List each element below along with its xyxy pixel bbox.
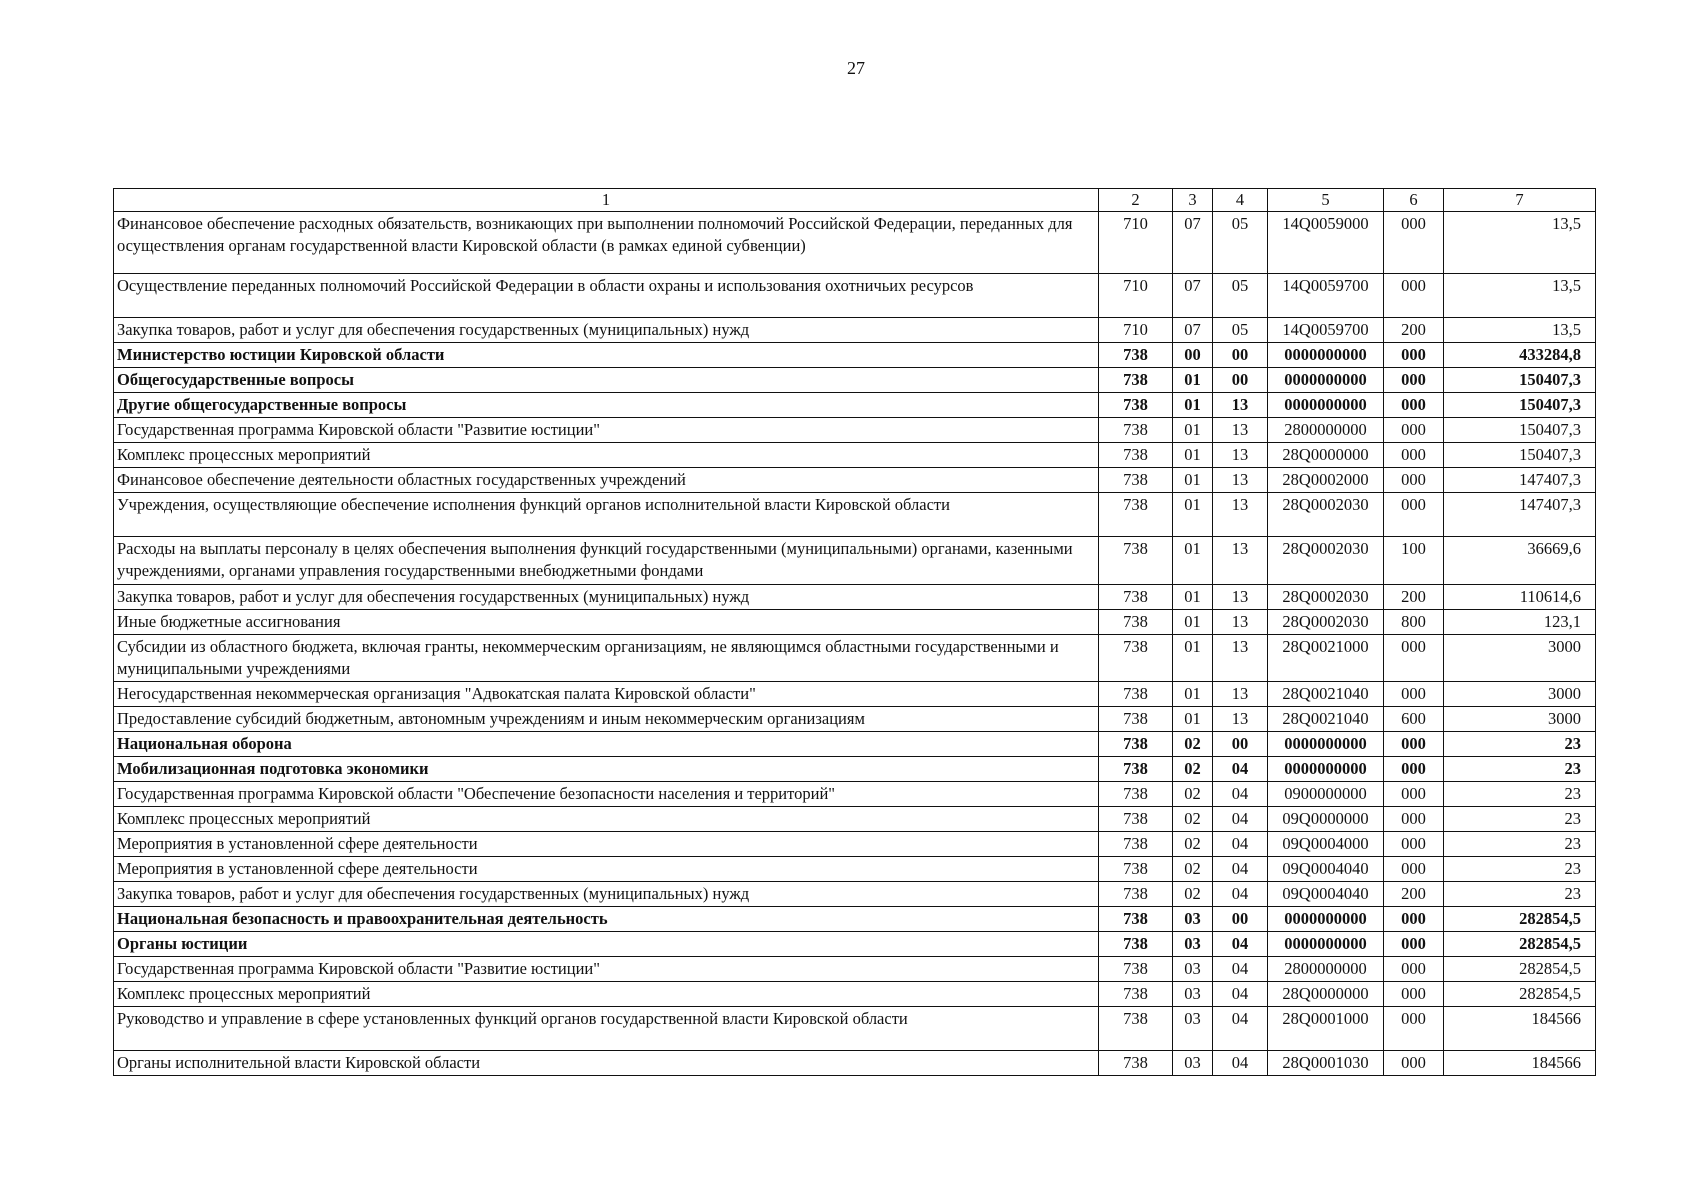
row-name-cell: Финансовое обеспечение деятельности областных государственных учреждений (114, 468, 1099, 493)
row-subsection-cell: 13 (1213, 635, 1268, 682)
header-row (114, 189, 1596, 212)
budget-table (113, 188, 1596, 1076)
row-expense-type-cell: 000 (1384, 907, 1444, 932)
row-amount-cell: 184566 (1444, 1007, 1596, 1051)
row-name-cell: Расходы на выплаты персоналу в целях обеспечения выполнения функций государственными (муниципальными) органами, казенными учреждениями, органами управления государственными внебюджетными фондами (114, 537, 1099, 585)
table-row (114, 982, 1596, 1007)
row-expense-type-cell: 000 (1384, 468, 1444, 493)
row-target-article-cell: 2800000000 (1268, 418, 1384, 443)
row-grbs-cell: 738 (1099, 393, 1173, 418)
table-row (114, 857, 1596, 882)
table-row (114, 932, 1596, 957)
row-grbs-cell: 738 (1099, 732, 1173, 757)
row-expense-type-cell: 000 (1384, 274, 1444, 318)
row-name-cell: Национальная оборона (114, 732, 1099, 757)
row-subsection-cell: 04 (1213, 757, 1268, 782)
column-header-target-article: 5 (1268, 189, 1384, 212)
row-expense-type-cell: 000 (1384, 493, 1444, 537)
row-expense-type-cell: 000 (1384, 782, 1444, 807)
row-target-article-cell: 28Q0000000 (1268, 443, 1384, 468)
table-row (114, 882, 1596, 907)
table-row (114, 707, 1596, 732)
row-grbs-cell: 738 (1099, 857, 1173, 882)
row-grbs-cell: 710 (1099, 318, 1173, 343)
row-target-article-cell: 0000000000 (1268, 368, 1384, 393)
row-subsection-cell: 13 (1213, 682, 1268, 707)
row-expense-type-cell: 000 (1384, 443, 1444, 468)
row-amount-cell: 3000 (1444, 635, 1596, 682)
row-grbs-cell: 738 (1099, 343, 1173, 368)
row-expense-type-cell: 000 (1384, 418, 1444, 443)
row-section-cell: 02 (1173, 757, 1213, 782)
table-row (114, 757, 1596, 782)
row-target-article-cell: 14Q0059700 (1268, 274, 1384, 318)
row-expense-type-cell: 000 (1384, 635, 1444, 682)
row-grbs-cell: 738 (1099, 368, 1173, 393)
row-subsection-cell: 13 (1213, 418, 1268, 443)
column-header-section: 3 (1173, 189, 1213, 212)
row-name-cell: Органы юстиции (114, 932, 1099, 957)
row-grbs-cell: 738 (1099, 757, 1173, 782)
row-amount-cell: 13,5 (1444, 274, 1596, 318)
table-row (114, 807, 1596, 832)
table-row (114, 732, 1596, 757)
row-target-article-cell: 0000000000 (1268, 932, 1384, 957)
row-amount-cell: 23 (1444, 882, 1596, 907)
row-subsection-cell: 05 (1213, 318, 1268, 343)
row-grbs-cell: 738 (1099, 932, 1173, 957)
table-row (114, 907, 1596, 932)
row-section-cell: 03 (1173, 932, 1213, 957)
row-section-cell: 07 (1173, 212, 1213, 274)
row-section-cell: 01 (1173, 635, 1213, 682)
row-target-article-cell: 2800000000 (1268, 957, 1384, 982)
row-grbs-cell: 710 (1099, 212, 1173, 274)
row-name-cell: Осуществление переданных полномочий Российской Федерации в области охраны и использования охотничьих ресурсов (114, 274, 1099, 318)
row-section-cell: 01 (1173, 707, 1213, 732)
row-subsection-cell: 13 (1213, 468, 1268, 493)
table-row (114, 832, 1596, 857)
row-target-article-cell: 09Q0004040 (1268, 882, 1384, 907)
row-expense-type-cell: 600 (1384, 707, 1444, 732)
row-target-article-cell: 28Q0002030 (1268, 585, 1384, 610)
row-expense-type-cell: 000 (1384, 832, 1444, 857)
row-name-cell: Негосударственная некоммерческая организация "Адвокатская палата Кировской области" (114, 682, 1099, 707)
row-subsection-cell: 05 (1213, 212, 1268, 274)
row-subsection-cell: 04 (1213, 982, 1268, 1007)
row-grbs-cell: 738 (1099, 957, 1173, 982)
row-expense-type-cell: 000 (1384, 757, 1444, 782)
row-name-cell: Закупка товаров, работ и услуг для обеспечения государственных (муниципальных) нужд (114, 882, 1099, 907)
row-section-cell: 01 (1173, 610, 1213, 635)
row-name-cell: Иные бюджетные ассигнования (114, 610, 1099, 635)
page-number: 27 (847, 58, 865, 78)
row-subsection-cell: 00 (1213, 732, 1268, 757)
row-name-cell: Субсидии из областного бюджета, включая гранты, некоммерческим организациям, не являющимся областными государственными и муниципальными учреждениями (114, 635, 1099, 682)
row-target-article-cell: 28Q0002030 (1268, 493, 1384, 537)
row-subsection-cell: 13 (1213, 443, 1268, 468)
row-section-cell: 07 (1173, 318, 1213, 343)
row-amount-cell: 282854,5 (1444, 907, 1596, 932)
row-subsection-cell: 05 (1213, 274, 1268, 318)
row-expense-type-cell: 000 (1384, 682, 1444, 707)
row-name-cell: Другие общегосударственные вопросы (114, 393, 1099, 418)
table-row (114, 274, 1596, 318)
row-target-article-cell: 0000000000 (1268, 907, 1384, 932)
row-name-cell: Национальная безопасность и правоохранительная деятельность (114, 907, 1099, 932)
row-grbs-cell: 738 (1099, 982, 1173, 1007)
row-expense-type-cell: 800 (1384, 610, 1444, 635)
row-target-article-cell: 09Q0000000 (1268, 807, 1384, 832)
table-row (114, 1051, 1596, 1076)
row-target-article-cell: 14Q0059700 (1268, 318, 1384, 343)
row-section-cell: 00 (1173, 343, 1213, 368)
row-amount-cell: 3000 (1444, 682, 1596, 707)
row-expense-type-cell: 000 (1384, 212, 1444, 274)
row-amount-cell: 123,1 (1444, 610, 1596, 635)
row-amount-cell: 13,5 (1444, 318, 1596, 343)
row-grbs-cell: 738 (1099, 610, 1173, 635)
row-grbs-cell: 738 (1099, 707, 1173, 732)
row-name-cell: Государственная программа Кировской области "Развитие юстиции" (114, 418, 1099, 443)
row-grbs-cell: 738 (1099, 443, 1173, 468)
row-grbs-cell: 738 (1099, 782, 1173, 807)
row-target-article-cell: 0900000000 (1268, 782, 1384, 807)
table-row (114, 537, 1596, 585)
row-target-article-cell: 0000000000 (1268, 393, 1384, 418)
row-target-article-cell: 09Q0004000 (1268, 832, 1384, 857)
row-name-cell: Комплекс процессных мероприятий (114, 807, 1099, 832)
row-expense-type-cell: 000 (1384, 807, 1444, 832)
row-section-cell: 03 (1173, 982, 1213, 1007)
row-subsection-cell: 13 (1213, 610, 1268, 635)
row-amount-cell: 150407,3 (1444, 368, 1596, 393)
row-grbs-cell: 738 (1099, 537, 1173, 585)
row-subsection-cell: 04 (1213, 782, 1268, 807)
row-subsection-cell: 04 (1213, 1007, 1268, 1051)
row-name-cell: Закупка товаров, работ и услуг для обеспечения государственных (муниципальных) нужд (114, 318, 1099, 343)
row-amount-cell: 147407,3 (1444, 493, 1596, 537)
row-amount-cell: 23 (1444, 782, 1596, 807)
table-row (114, 635, 1596, 682)
row-section-cell: 02 (1173, 782, 1213, 807)
row-amount-cell: 23 (1444, 807, 1596, 832)
row-name-cell: Государственная программа Кировской области "Развитие юстиции" (114, 957, 1099, 982)
row-grbs-cell: 738 (1099, 1007, 1173, 1051)
table-row (114, 343, 1596, 368)
row-section-cell: 02 (1173, 882, 1213, 907)
row-section-cell: 01 (1173, 493, 1213, 537)
row-section-cell: 03 (1173, 1051, 1213, 1076)
row-expense-type-cell: 000 (1384, 343, 1444, 368)
row-subsection-cell: 04 (1213, 807, 1268, 832)
row-target-article-cell: 28Q0002030 (1268, 610, 1384, 635)
row-subsection-cell: 13 (1213, 493, 1268, 537)
row-amount-cell: 282854,5 (1444, 932, 1596, 957)
row-section-cell: 01 (1173, 468, 1213, 493)
row-expense-type-cell: 100 (1384, 537, 1444, 585)
row-subsection-cell: 04 (1213, 882, 1268, 907)
row-section-cell: 02 (1173, 857, 1213, 882)
row-expense-type-cell: 000 (1384, 932, 1444, 957)
row-section-cell: 01 (1173, 418, 1213, 443)
column-header-amount: 7 (1444, 189, 1596, 212)
row-subsection-cell: 04 (1213, 957, 1268, 982)
row-target-article-cell: 09Q0004040 (1268, 857, 1384, 882)
row-amount-cell: 110614,6 (1444, 585, 1596, 610)
row-name-cell: Общегосударственные вопросы (114, 368, 1099, 393)
table-row (114, 418, 1596, 443)
row-grbs-cell: 738 (1099, 635, 1173, 682)
row-grbs-cell: 738 (1099, 1051, 1173, 1076)
row-grbs-cell: 710 (1099, 274, 1173, 318)
row-subsection-cell: 00 (1213, 343, 1268, 368)
row-amount-cell: 3000 (1444, 707, 1596, 732)
row-grbs-cell: 738 (1099, 807, 1173, 832)
row-section-cell: 03 (1173, 957, 1213, 982)
column-header-expense-type: 6 (1384, 189, 1444, 212)
row-expense-type-cell: 000 (1384, 368, 1444, 393)
row-section-cell: 02 (1173, 732, 1213, 757)
row-target-article-cell: 28Q0002000 (1268, 468, 1384, 493)
row-expense-type-cell: 200 (1384, 585, 1444, 610)
row-expense-type-cell: 000 (1384, 732, 1444, 757)
row-expense-type-cell: 000 (1384, 982, 1444, 1007)
row-amount-cell: 184566 (1444, 1051, 1596, 1076)
row-expense-type-cell: 000 (1384, 957, 1444, 982)
row-target-article-cell: 14Q0059000 (1268, 212, 1384, 274)
row-name-cell: Учреждения, осуществляющие обеспечение исполнения функций органов исполнительной власти Кировской области (114, 493, 1099, 537)
row-grbs-cell: 738 (1099, 832, 1173, 857)
row-subsection-cell: 00 (1213, 907, 1268, 932)
row-grbs-cell: 738 (1099, 907, 1173, 932)
row-amount-cell: 433284,8 (1444, 343, 1596, 368)
row-target-article-cell: 28Q0021040 (1268, 707, 1384, 732)
row-grbs-cell: 738 (1099, 468, 1173, 493)
table-row (114, 443, 1596, 468)
row-amount-cell: 150407,3 (1444, 443, 1596, 468)
row-subsection-cell: 04 (1213, 1051, 1268, 1076)
row-target-article-cell: 0000000000 (1268, 757, 1384, 782)
row-name-cell: Закупка товаров, работ и услуг для обеспечения государственных (муниципальных) нужд (114, 585, 1099, 610)
row-target-article-cell: 28Q0021000 (1268, 635, 1384, 682)
row-subsection-cell: 00 (1213, 368, 1268, 393)
row-amount-cell: 23 (1444, 732, 1596, 757)
row-section-cell: 02 (1173, 832, 1213, 857)
row-name-cell: Мероприятия в установленной сфере деятельности (114, 832, 1099, 857)
row-target-article-cell: 28Q0000000 (1268, 982, 1384, 1007)
row-subsection-cell: 13 (1213, 537, 1268, 585)
table-row (114, 1007, 1596, 1051)
table-row (114, 212, 1596, 274)
row-expense-type-cell: 200 (1384, 318, 1444, 343)
row-name-cell: Органы исполнительной власти Кировской области (114, 1051, 1099, 1076)
row-target-article-cell: 28Q0001030 (1268, 1051, 1384, 1076)
row-target-article-cell: 0000000000 (1268, 732, 1384, 757)
row-grbs-cell: 738 (1099, 585, 1173, 610)
row-section-cell: 03 (1173, 907, 1213, 932)
row-section-cell: 03 (1173, 1007, 1213, 1051)
row-grbs-cell: 738 (1099, 493, 1173, 537)
row-amount-cell: 150407,3 (1444, 393, 1596, 418)
row-section-cell: 01 (1173, 585, 1213, 610)
row-subsection-cell: 04 (1213, 832, 1268, 857)
row-section-cell: 01 (1173, 393, 1213, 418)
row-expense-type-cell: 000 (1384, 393, 1444, 418)
row-section-cell: 01 (1173, 537, 1213, 585)
column-header-name: 1 (114, 189, 1099, 212)
table-row (114, 368, 1596, 393)
row-target-article-cell: 28Q0002030 (1268, 537, 1384, 585)
table-row (114, 782, 1596, 807)
table-row (114, 468, 1596, 493)
row-expense-type-cell: 000 (1384, 1007, 1444, 1051)
row-name-cell: Руководство и управление в сфере установленных функций органов государственной власти Кировской области (114, 1007, 1099, 1051)
column-header-grbs: 2 (1099, 189, 1173, 212)
table-row (114, 610, 1596, 635)
row-name-cell: Комплекс процессных мероприятий (114, 443, 1099, 468)
table-row (114, 493, 1596, 537)
row-grbs-cell: 738 (1099, 418, 1173, 443)
table-row (114, 957, 1596, 982)
row-amount-cell: 36669,6 (1444, 537, 1596, 585)
table-row (114, 682, 1596, 707)
row-name-cell: Предоставление субсидий бюджетным, автономным учреждениям и иным некоммерческим организациям (114, 707, 1099, 732)
row-section-cell: 01 (1173, 682, 1213, 707)
row-amount-cell: 13,5 (1444, 212, 1596, 274)
row-amount-cell: 23 (1444, 832, 1596, 857)
row-section-cell: 02 (1173, 807, 1213, 832)
row-name-cell: Министерство юстиции Кировской области (114, 343, 1099, 368)
row-name-cell: Мобилизационная подготовка экономики (114, 757, 1099, 782)
table-body (114, 212, 1596, 1076)
row-section-cell: 01 (1173, 443, 1213, 468)
row-name-cell: Комплекс процессных мероприятий (114, 982, 1099, 1007)
row-expense-type-cell: 200 (1384, 882, 1444, 907)
row-target-article-cell: 28Q0021040 (1268, 682, 1384, 707)
table-row (114, 393, 1596, 418)
row-grbs-cell: 738 (1099, 882, 1173, 907)
row-subsection-cell: 13 (1213, 393, 1268, 418)
row-amount-cell: 23 (1444, 757, 1596, 782)
row-amount-cell: 147407,3 (1444, 468, 1596, 493)
column-header-subsection: 4 (1213, 189, 1268, 212)
row-expense-type-cell: 000 (1384, 857, 1444, 882)
row-name-cell: Государственная программа Кировской области "Обеспечение безопасности населения и территорий" (114, 782, 1099, 807)
row-amount-cell: 282854,5 (1444, 982, 1596, 1007)
row-amount-cell: 150407,3 (1444, 418, 1596, 443)
row-subsection-cell: 04 (1213, 932, 1268, 957)
row-subsection-cell: 13 (1213, 585, 1268, 610)
row-amount-cell: 23 (1444, 857, 1596, 882)
row-grbs-cell: 738 (1099, 682, 1173, 707)
row-subsection-cell: 04 (1213, 857, 1268, 882)
row-section-cell: 07 (1173, 274, 1213, 318)
row-name-cell: Финансовое обеспечение расходных обязательств, возникающих при выполнении полномочий Российской Федерации, переданных для осуществления органам государственной власти Кировской области (в рамках единой субвенции) (114, 212, 1099, 274)
table-row (114, 585, 1596, 610)
table-row (114, 318, 1596, 343)
row-target-article-cell: 28Q0001000 (1268, 1007, 1384, 1051)
row-subsection-cell: 13 (1213, 707, 1268, 732)
row-name-cell: Мероприятия в установленной сфере деятельности (114, 857, 1099, 882)
row-target-article-cell: 0000000000 (1268, 343, 1384, 368)
row-section-cell: 01 (1173, 368, 1213, 393)
row-expense-type-cell: 000 (1384, 1051, 1444, 1076)
row-amount-cell: 282854,5 (1444, 957, 1596, 982)
